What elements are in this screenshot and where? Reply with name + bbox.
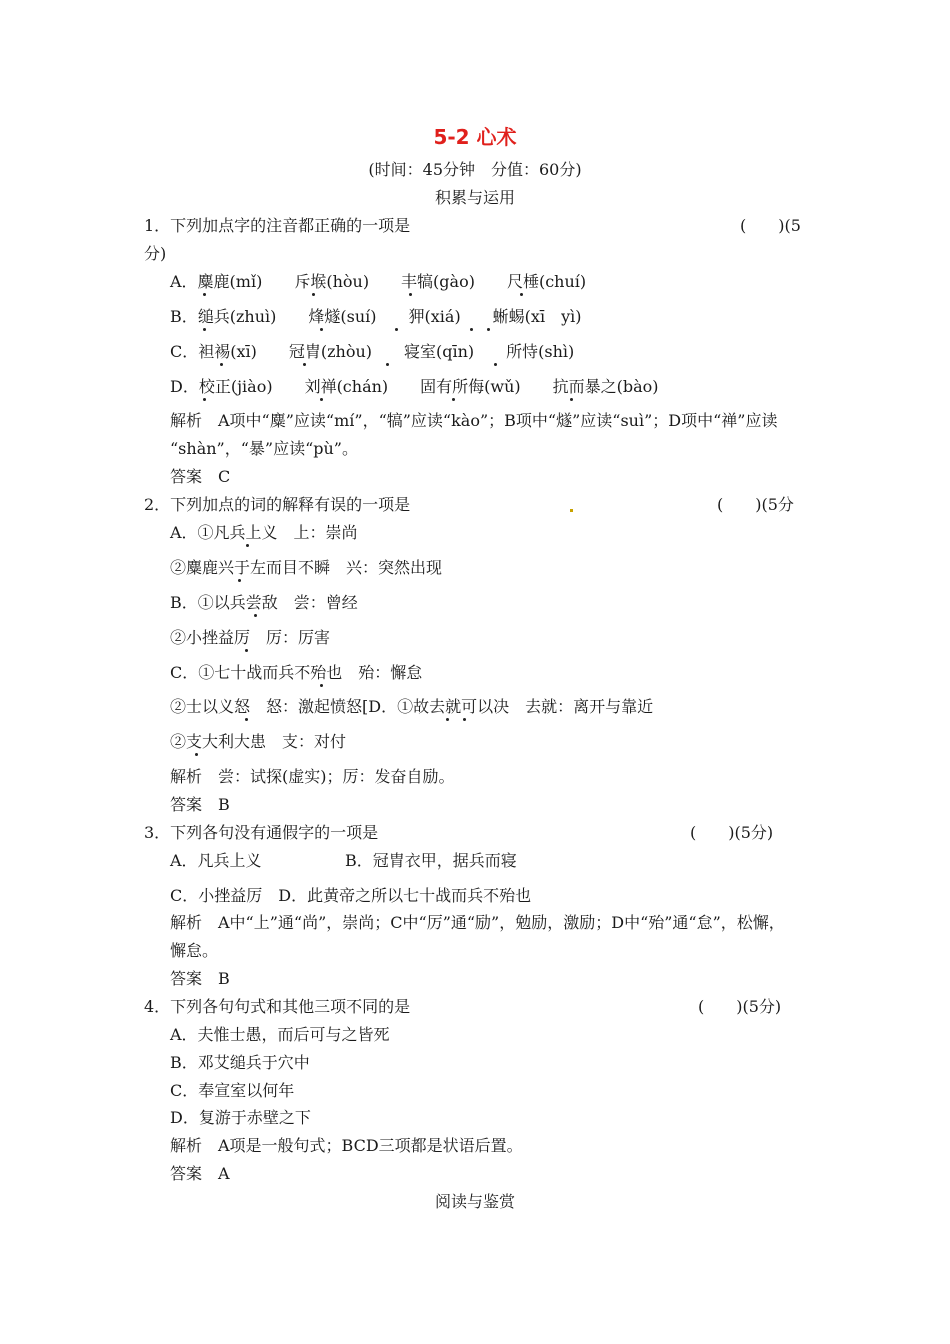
q4-answer: 答案 A: [170, 1164, 230, 1183]
q1-option-c: C．袒裼(xī) 冠胄(zhòu) 寝室(qīn) 所恃(shì): [170, 342, 575, 361]
q2-line-a1: A．①凡兵上义 上：崇尚: [170, 523, 358, 542]
emphasis-dot: [395, 328, 398, 331]
emphasis-dot: [320, 398, 323, 401]
emphasis-dot: [570, 398, 573, 401]
emphasis-dot: [520, 293, 523, 296]
q4-score: ( )(5分): [698, 997, 782, 1016]
q3-stem: 3．下列各句没有通假字的一项是: [144, 823, 379, 842]
emphasis-dot: [254, 614, 257, 617]
emphasis-dot: [409, 293, 412, 296]
q2-analysis: 解析 尝：试探(虚实)；厉：发奋自励。: [170, 767, 455, 786]
section-heading-accumulation: 积累与运用: [434, 188, 515, 207]
q1-option-d: D．校正(jiào) 刘禅(chán) 固有所侮(wǔ) 抗而暴之(bào): [170, 377, 659, 396]
q2-score: ( )(5分: [717, 495, 794, 514]
emphasis-dot: [303, 363, 306, 366]
q3-answer: 答案 B: [170, 969, 230, 988]
q4-option-a: A．夫惟士愚，而后可与之皆死: [170, 1025, 390, 1044]
emphasis-dot: [203, 398, 206, 401]
emphasis-dot: [446, 718, 449, 721]
section-heading-reading: 阅读与鉴赏: [434, 1192, 515, 1211]
emphasis-dot: [470, 328, 473, 331]
emphasis-dot: [386, 363, 389, 366]
exam-info: (时间：45分钟 分值：60分): [368, 160, 582, 179]
emphasis-dot: [320, 684, 323, 687]
emphasis-dot: [220, 363, 223, 366]
emphasis-dot: [463, 718, 466, 721]
emphasis-dot: [245, 649, 248, 652]
q2-line-b2: ②小挫益厉 厉：厉害: [170, 628, 331, 647]
q2-line-c1: C．①七十战而兵不殆也 殆：懈怠: [170, 663, 423, 682]
q1-score-wrap: 分): [144, 244, 167, 263]
q1-score: ( )(5: [740, 216, 801, 235]
q2-stem: 2．下列加点的词的解释有误的一项是: [144, 495, 411, 514]
emphasis-dot: [487, 328, 490, 331]
q2-line-c2-d1: ②士以义怒 怒：激起愤怒[D．①故去就可以决 去就：离开与靠近: [170, 697, 654, 716]
q1-option-a: A．麋鹿(mǐ) 斥堠(hòu) 丰犒(gào) 尺棰(chuí): [170, 272, 587, 291]
emphasis-dot: [246, 544, 249, 547]
emphasis-dot: [203, 328, 206, 331]
q3-score: ( )(5分): [690, 823, 774, 842]
emphasis-dot: [452, 398, 455, 401]
emphasis-dot: [245, 718, 248, 721]
q3-analysis-line-1: 解析 A中“上”通“尚”，崇尚；C中“厉”通“励”，勉励，激励；D中“殆”通“怠”，松懈，: [170, 913, 785, 932]
q2-line-b1: B．①以兵尝敌 尝：曾经: [170, 593, 358, 612]
q1-analysis-line-2: “shàn”，“暴”应读“pù”。: [170, 439, 358, 458]
q1-option-b: B．缒兵(zhuì) 烽燧(suí) 狎(xiá) 蜥蜴(xī yì): [170, 307, 582, 326]
q3-option-b: B．冠胄衣甲，据兵而寝: [345, 851, 517, 870]
q1-stem: 1．下列加点字的注音都正确的一项是: [144, 216, 411, 235]
q2-line-d2: ②支大利大患 支：对付: [170, 732, 347, 751]
q1-answer: 答案 C: [170, 467, 231, 486]
q3-option-a: A．凡兵上义: [170, 851, 262, 870]
q4-option-d: D．复游于赤壁之下: [170, 1108, 311, 1127]
emphasis-dot: [195, 753, 198, 756]
q3-option-cd: C．小挫益厉 D．此黄帝之所以七十战而兵不殆也: [170, 886, 532, 905]
q4-option-b: B．邓艾缒兵于穴中: [170, 1053, 310, 1072]
emphasis-dot: [312, 293, 315, 296]
emphasis-dot: [238, 579, 241, 582]
q2-line-a2: ②麋鹿兴于左而目不瞬 兴：突然出现: [170, 558, 443, 577]
q4-stem: 4．下列各句句式和其他三项不同的是: [144, 997, 411, 1016]
q2-answer: 答案 B: [170, 795, 230, 814]
q4-analysis: 解析 A项是一般句式；BCD三项都是状语后置。: [170, 1136, 523, 1155]
page-title: 5-2 心术: [433, 125, 517, 149]
q1-analysis-line-1: 解析 A项中“麋”应读“mí”，“犒”应读“kào”；B项中“燧”应读“suì”；D项中“禅”应读: [170, 411, 778, 430]
q3-analysis-line-2: 懈怠。: [170, 941, 219, 960]
emphasis-dot: [494, 363, 497, 366]
emphasis-dot: [203, 293, 206, 296]
emphasis-dot: [320, 328, 323, 331]
q4-option-c: C．奉宣室以何年: [170, 1081, 295, 1100]
stray-mark: [570, 509, 573, 512]
